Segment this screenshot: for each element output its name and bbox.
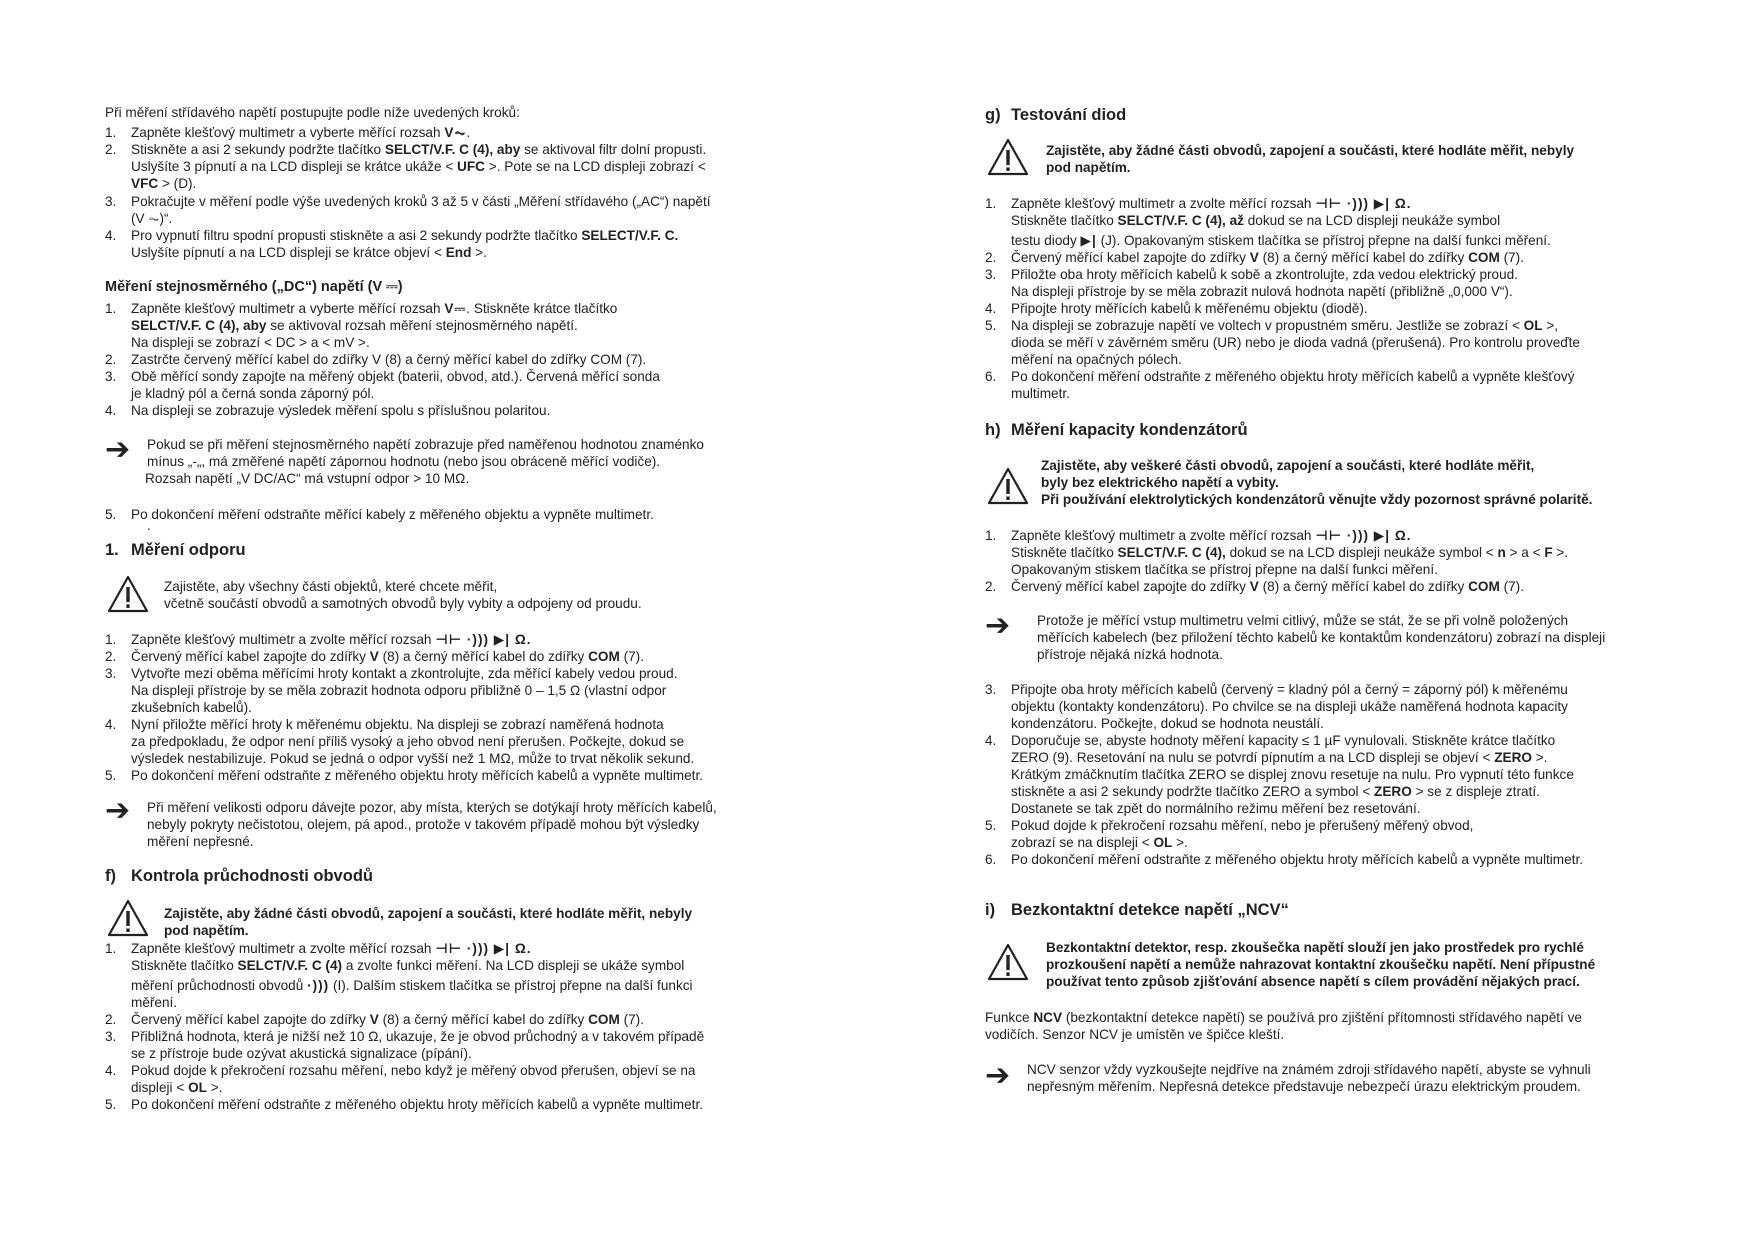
range-selector-icon: ⊣⊢ ·))) ▶| Ω.: [1315, 528, 1412, 543]
warning-icon: [986, 942, 1030, 982]
paragraph: vodičích. Senzor NCV je umístěn ve špičce kleští.: [985, 1027, 1285, 1042]
step-text: Stiskněte tlačítko SELCT/V.F. C (4), dokud se na LCD displeji neukáže symbol < n > a < F >.: [1011, 545, 1569, 560]
step-number: 4.: [985, 733, 997, 748]
step-number: 3.: [105, 1029, 117, 1044]
step-text: měření průchodnosti obvodů ·))) (I). Dalším stiskem tlačítka se přístroj přepne na další funkci: [131, 978, 693, 993]
step-number: 1.: [105, 125, 117, 140]
step-text: měření.: [131, 995, 178, 1010]
step-number: 1.: [105, 941, 117, 956]
section-number: 1.: [105, 541, 119, 559]
note-text: měřících kabelech (bez přiložení těchto kabelů ke kontaktům kondenzátoru) zobrazí na displeji: [1037, 630, 1606, 645]
step-text: ZERO (9). Resetování na nulu se potvrdí pípnutím a na LCD displeji se objeví < ZERO >.: [1011, 750, 1548, 765]
section-number: h): [985, 421, 1001, 439]
step-number: 3.: [985, 682, 997, 697]
range-selector-icon: ⊣⊢ ·))) ▶| Ω.: [1315, 196, 1412, 211]
note-text: Protože je měřící vstup multimetru velmi citlivý, může se stát, že se při volně položených: [1037, 613, 1569, 628]
step-text: Červený měřící kabel zapojte do zdířky V (8) a černý měřící kabel do zdířky COM (7).: [131, 1012, 644, 1027]
step-number: 6.: [985, 852, 997, 867]
step-text: se z přístroje bude ozývat akustická signalizace (pípání).: [131, 1046, 472, 1061]
step-text: Obě měřící sondy zapojte na měřený objekt (baterii, obvod, atd.). Červená měřící sonda: [131, 369, 660, 384]
step-text: Přibližná hodnota, která je nižší než 10 Ω, ukazuje, že je obvod průchodný a v takovém případě: [131, 1029, 705, 1044]
step-number: 1.: [105, 632, 117, 647]
range-selector-icon: ⊣⊢ ·))) ▶| Ω.: [435, 941, 532, 956]
step-text: za předpokladu, že odpor není příliš vysoký a jeho obvod není přerušen. Počkejte, dokud se: [131, 734, 685, 749]
step-text: Červený měřící kabel zapojte do zdířky V (8) a černý měřící kabel do zdířky COM (7).: [131, 649, 644, 664]
step-text: Doporučuje se, abyste hodnoty měření kapacity ≤ 1 µF vynulovali. Stiskněte krátce tlačítko: [1011, 733, 1556, 748]
step-text: Po dokončení měření odstraňte z měřeného objektu hroty měřících kabelů a vypněte multimetr.: [131, 1097, 703, 1112]
stray-dot: .: [147, 518, 151, 533]
step-number: 4.: [985, 301, 997, 316]
step-text: Po dokončení měření odstraňte z měřeného objektu hroty měřících kabelů a vypněte multimetr.: [1011, 852, 1583, 867]
step-text: Dostanete se tak zpět do normálního režimu měření bez resetování.: [1011, 801, 1421, 816]
note-text: nebyly pokryty nečistotou, olejem, pá apod., protože v takovém případě mohou být výsledky: [147, 817, 700, 832]
step-text: Zapněte klešťový multimetr a vyberte měřící rozsah V⏦.: [131, 125, 471, 140]
note-text: NCV senzor vždy vyzkoušejte nejdříve na známém zdroji střídavého napětí, abyste se vyhnuli: [1027, 1062, 1591, 1077]
section-heading: Testování diod: [1011, 106, 1127, 124]
step-number: 5.: [105, 507, 117, 522]
section-number: i): [985, 901, 996, 919]
step-text: Stiskněte tlačítko SELCT/V.F. C (4) a zvolte funkci měření. Na LCD displeji se ukáže symbol: [131, 958, 685, 973]
note-text: nepřesným měřením. Nepřesná detekce představuje nebezpečí úrazu elektrickým proudem.: [1027, 1079, 1581, 1094]
warning-text: pod napětím.: [164, 923, 249, 938]
step-text: zkušebních kabelů).: [131, 700, 252, 715]
step-text: Po dokončení měření odstraňte z měřeného objektu hroty měřících kabelů a vypněte klešťový: [1011, 369, 1575, 384]
step-text: zobrazí se na displeji < OL >.: [1011, 835, 1188, 850]
step-text: výsledek nestabilizuje. Pokud se jedná o odpor vyšší než 1 MΩ, může to trvat několik sekund.: [131, 751, 695, 766]
step-number: 3.: [105, 369, 117, 384]
section-number: f): [105, 867, 116, 885]
step-number: 2.: [985, 250, 997, 265]
arrow-right-icon: ➔: [105, 433, 131, 466]
step-text: Připojte oba hroty měřících kabelů (červený = kladný pól a černý = záporný pól) k měřenému: [1011, 682, 1568, 697]
arrow-right-icon: ➔: [985, 1059, 1011, 1092]
step-text: Stiskněte a asi 2 sekundy podržte tlačítko SELCT/V.F. C (4), aby se aktivoval filtr dolní propusti.: [131, 142, 707, 157]
dc-heading: Měření stejnosměrného („DC“) napětí (V ⎓): [105, 279, 403, 295]
step-number: 3.: [985, 267, 997, 282]
step-text: Červený měřící kabel zapojte do zdířky V (8) a černý měřící kabel do zdířky COM (7).: [1011, 579, 1524, 594]
step-number: 3.: [105, 194, 117, 209]
step-text: multimetr.: [1011, 386, 1070, 401]
step-text: Pokračujte v měření podle výše uvedených kroků 3 až 5 v části „Měření střídavého („AC“) napětí: [131, 194, 711, 209]
step-text: kondenzátoru. Počkejte, dokud se hodnota neustálí.: [1011, 716, 1324, 731]
step-text: displeji < OL >.: [131, 1080, 223, 1095]
warning-text: Bezkontaktní detektor, resp. zkoušečka napětí slouží jen jako prostředek pro rychlé: [1046, 940, 1584, 955]
step-text: Zapněte klešťový multimetr a zvolte měřící rozsah ⊣⊢ ·))) ▶| Ω.: [1011, 196, 1412, 211]
note-text: Pokud se při měření stejnosměrného napětí zobrazuje před naměřenou hodnotou znaménko: [147, 437, 704, 452]
step-number: 1.: [985, 528, 997, 543]
step-text: SELCT/V.F. C (4), aby se aktivoval rozsah měření stejnosměrného napětí.: [131, 318, 578, 333]
note-text: Rozsah napětí „V DC/AC“ má vstupní odpor > 10 MΩ.: [145, 471, 470, 486]
step-number: 4.: [105, 717, 117, 732]
warning-text: Zajistěte, aby žádné části obvodů, zapojení a součásti, které hodláte měřit, nebyly: [164, 906, 693, 921]
step-number: 4.: [105, 228, 117, 243]
section-heading: Kontrola průchodnosti obvodů: [131, 867, 373, 885]
intro-text: Při měření střídavého napětí postupujte podle níže uvedených kroků:: [105, 105, 520, 120]
step-text: Opakovaným stiskem tlačítka se přístroj přepne na další funkci měření.: [1011, 562, 1438, 577]
step-number: 5.: [985, 818, 997, 833]
step-number: 2.: [105, 1012, 117, 1027]
warning-text: prozkoušení napětí a nemůže nahrazovat kontaktní zkoušečku napětí. Není přípustné: [1046, 957, 1596, 972]
step-text: Uslyšíte pípnutí a na LCD displeji se krátce objeví < End >.: [131, 245, 487, 260]
step-text: Na displeji se zobrazuje napětí ve voltech v propustném směru. Jestliže se zobrazí < OL >,: [1011, 318, 1559, 333]
step-text: Uslyšíte 3 pípnutí a na LCD displeji se krátce ukáže < UFC >. Pote se na LCD displeji zobrazí <: [131, 159, 706, 174]
step-text: Zapněte klešťový multimetr a zvolte měřící rozsah ⊣⊢ ·))) ▶| Ω.: [131, 632, 532, 647]
step-number: 5.: [105, 768, 117, 783]
step-number: 6.: [985, 369, 997, 384]
step-number: 4.: [105, 403, 117, 418]
step-number: 5.: [985, 318, 997, 333]
warning-text: Při používání elektrolytických kondenzátorů věnujte vždy pozornost správné polaritě.: [1041, 492, 1593, 507]
warning-text: pod napětím.: [1046, 160, 1131, 175]
step-text: Nyní přiložte měřící hroty k měřenému objektu. Na displeji se zobrazí naměřená hodnota: [131, 717, 664, 732]
step-text: Zastrčte červený měřící kabel do zdířky V (8) a černý měřící kabel do zdířky COM (7).: [131, 352, 647, 367]
step-text: Pro vypnutí filtru spodní propusti stiskněte a asi 2 sekundy podržte tlačítko SELECT/V.F. C.: [131, 228, 679, 243]
warning-icon: [986, 137, 1030, 177]
step-text: Zapněte klešťový multimetr a vyberte měřící rozsah V⎓. Stiskněte krátce tlačítko: [131, 301, 618, 316]
step-text: měření na opačných pólech.: [1011, 352, 1182, 367]
warning-icon: [986, 466, 1030, 506]
step-text: Na displeji přístroje by se měla zobrazit nulová hodnota napětí (přibližně „0,000 V“).: [1011, 284, 1513, 299]
step-number: 2.: [105, 142, 117, 157]
continuity-icon: ·))): [307, 978, 330, 993]
section-heading: Měření odporu: [131, 541, 246, 559]
step-text: testu diody ▶| (J). Opakovaným stiskem tlačítka se přístroj přepne na další funkci měření.: [1011, 233, 1551, 248]
step-text: dioda se měří v závěrném směru (UR) nebo je dioda vadná (přerušená). Pro kontrolu proveďte: [1011, 335, 1580, 350]
section-heading: Měření kapacity kondenzátorů: [1011, 421, 1248, 439]
step-number: 2.: [105, 649, 117, 664]
step-text: Po dokončení měření odstraňte z měřeného objektu hroty měřících kabelů a vypněte multimetr.: [131, 768, 703, 783]
step-text: Připojte hroty měřících kabelů k měřenému objektu (diodě).: [1011, 301, 1368, 316]
section-number: g): [985, 106, 1001, 124]
step-number: 4.: [105, 1063, 117, 1078]
step-text: Krátkým zmáčknutím tlačítka ZERO se displej znovu resetuje na nulu. Pro vypnutí této funkce: [1011, 767, 1574, 782]
warning-text: byly bez elektrického napětí a vybity.: [1041, 475, 1279, 490]
warning-text: včetně součástí obvodů a samotných obvodů byly vybity a odpojeny od proudu.: [164, 596, 642, 611]
step-number: 5.: [105, 1097, 117, 1112]
step-text: VFC > (D).: [131, 176, 197, 191]
step-text: Stiskněte tlačítko SELCT/V.F. C (4), až dokud se na LCD displeji neukáže symbol: [1011, 213, 1501, 228]
step-text: objektu (kontakty kondenzátoru). Po chvilce se na displeji ukáže naměřená hodnota kapacity: [1011, 699, 1568, 714]
note-text: přístroje nějaká nízká hodnota.: [1037, 647, 1223, 662]
warning-text: Zajistěte, aby žádné části obvodů, zapojení a součásti, které hodláte měřit, nebyly: [1046, 143, 1575, 158]
warning-icon: [106, 898, 150, 938]
paragraph: Funkce NCV (bezkontaktní detekce napětí) se používá pro zjištění přítomnosti střídavého napětí ve: [985, 1010, 1582, 1025]
range-selector-icon: ⊣⊢ ·))) ▶| Ω.: [435, 632, 532, 647]
step-text: Na displeji přístroje by se měla zobrazit hodnota odporu přibližně 0 – 1,5 Ω (vlastní odpor: [131, 683, 667, 698]
step-text: Na displeji se zobrazí < DC > a < mV >.: [131, 335, 370, 350]
step-text: Po dokončení měření odstraňte měřící kabely z měřeného objektu a vypněte multimetr.: [131, 507, 654, 522]
note-text: mínus „-„, má změřené napětí zápornou hodnotu (nebo jsou obráceně měřící vodiče).: [147, 454, 661, 469]
step-text: Pokud dojde k překročení rozsahu měření, nebo je přerušený měřený obvod,: [1011, 818, 1474, 833]
section-heading: Bezkontaktní detekce napětí „NCV“: [1011, 901, 1289, 919]
warning-text: Zajistěte, aby veškeré části obvodů, zapojení a součásti, které hodláte měřit,: [1041, 458, 1535, 473]
warning-text: Zajistěte, aby všechny části objektů, které chcete měřit,: [164, 579, 498, 594]
step-number: 1.: [985, 196, 997, 211]
diode-icon: ▶|: [1080, 233, 1097, 248]
step-number: 2.: [985, 579, 997, 594]
step-text: (V ⏦)“.: [131, 211, 173, 226]
step-text: stiskněte a asi 2 sekundy podržte tlačítko ZERO a symbol < ZERO > se z displeje ztratí.: [1011, 784, 1540, 799]
step-text: je kladný pól a černá sonda záporný pól.: [131, 386, 375, 401]
note-text: Při měření velikosti odporu dávejte pozor, aby místa, kterých se dotýkají hroty měřících kabelů,: [147, 800, 717, 815]
step-text: Červený měřící kabel zapojte do zdířky V (8) a černý měřící kabel do zdířky COM (7).: [1011, 250, 1524, 265]
arrow-right-icon: ➔: [105, 794, 131, 827]
step-text: Pokud dojde k překročení rozsahu měření, nebo když je měřený obvod přerušen, objeví se na: [131, 1063, 696, 1078]
voltage-dc-icon: V⎓: [444, 301, 467, 316]
step-text: Zapněte klešťový multimetr a zvolte měřící rozsah ⊣⊢ ·))) ▶| Ω.: [1011, 528, 1412, 543]
warning-text: používat tento způsob zjišťování absence napětí s cílem provádění nějakých prací.: [1046, 974, 1580, 989]
arrow-right-icon: ➔: [985, 609, 1011, 642]
step-text: Na displeji se zobrazuje výsledek měření spolu s příslušnou polaritou.: [131, 403, 551, 418]
step-text: Přiložte oba hroty měřících kabelů k sobě a zkontrolujte, zda vedou elektrický proud.: [1011, 267, 1519, 282]
step-text: Vytvořte mezi oběma měřícími hroty kontakt a zkontrolujte, zda měřící kabely vedou proud.: [131, 666, 678, 681]
step-number: 1.: [105, 301, 117, 316]
note-text: měření nepřesné.: [147, 834, 254, 849]
voltage-ac-icon: V⏦: [444, 125, 467, 140]
step-number: 3.: [105, 666, 117, 681]
step-text: Zapněte klešťový multimetr a zvolte měřící rozsah ⊣⊢ ·))) ▶| Ω.: [131, 941, 532, 956]
warning-icon: [106, 574, 150, 614]
step-number: 2.: [105, 352, 117, 367]
